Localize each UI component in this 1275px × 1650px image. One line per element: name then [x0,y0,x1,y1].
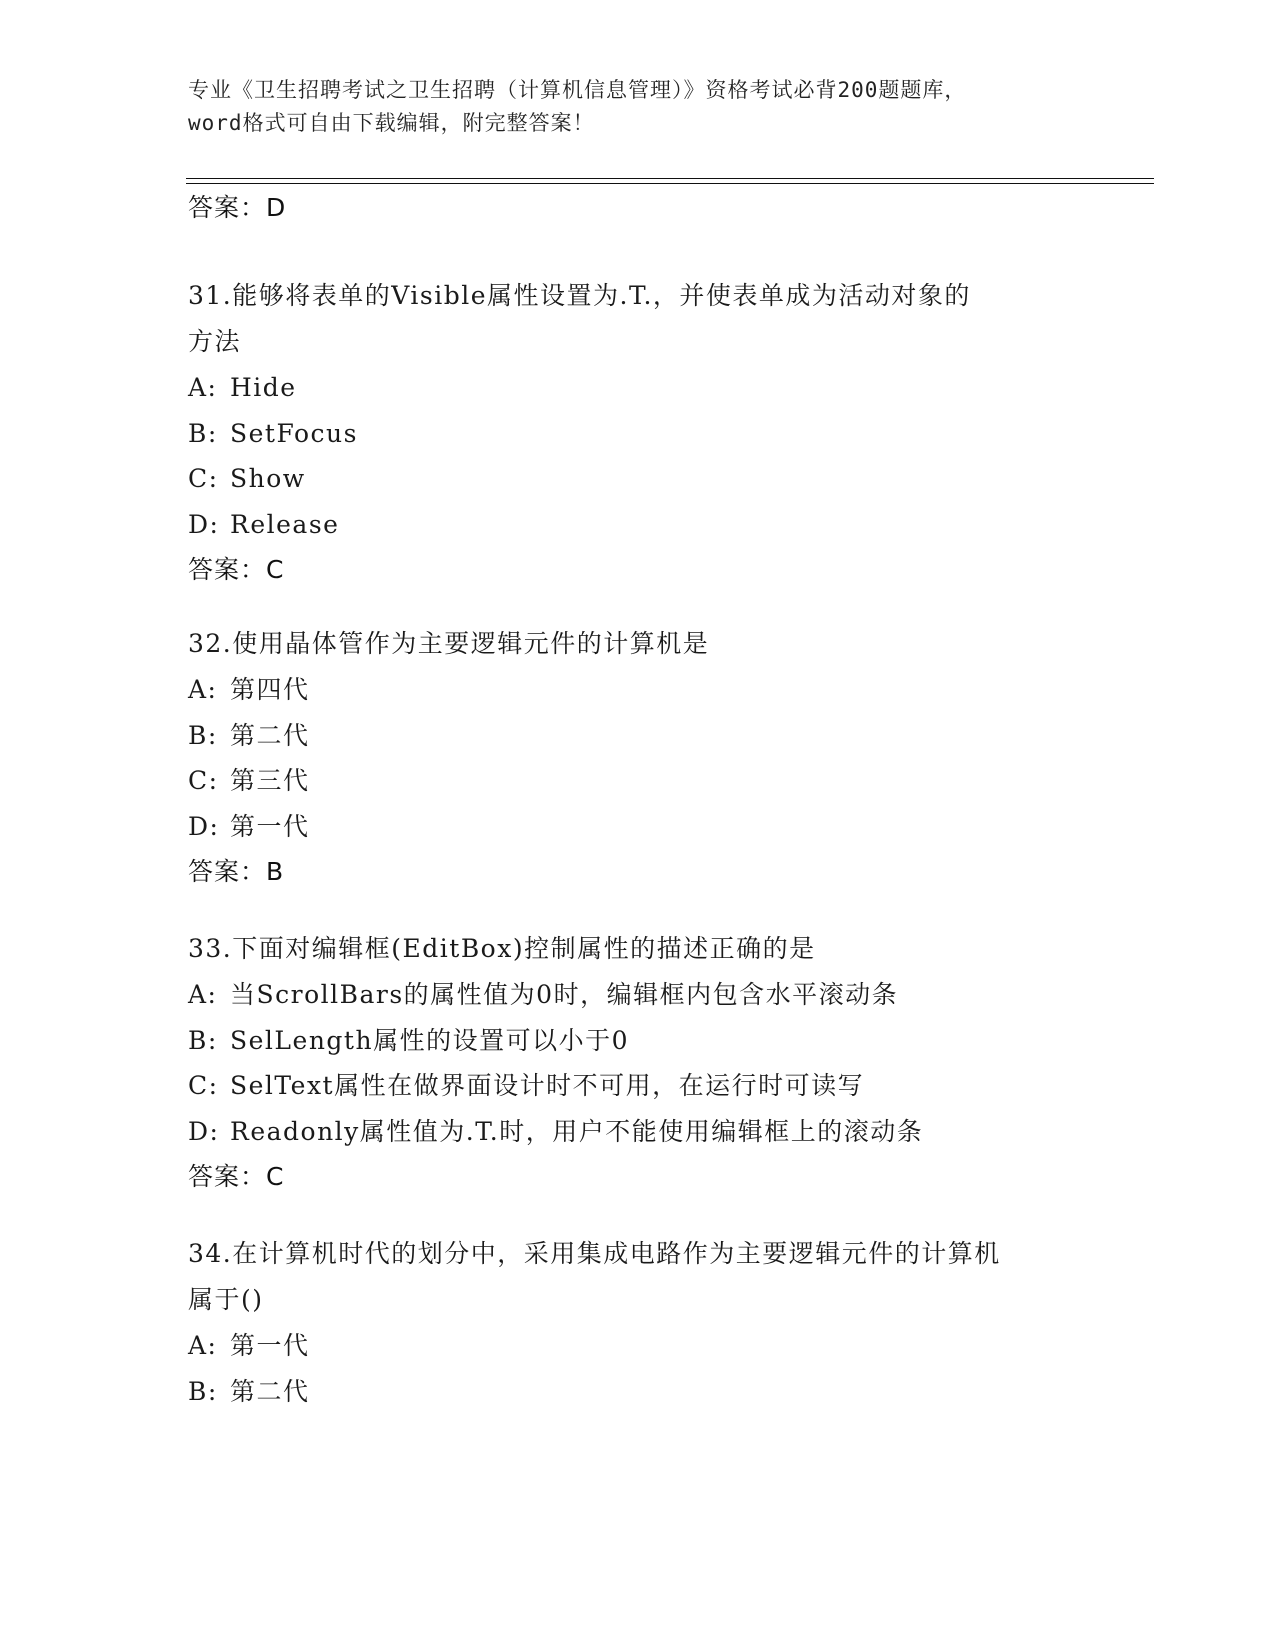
option-text: 第三代 [230,766,310,795]
header-divider-top [186,178,1154,179]
question-stem-line-1: 使用晶体管作为主要逻辑元件的计算机是 [232,629,710,658]
option-text: 第二代 [230,1376,310,1406]
option-letter: D: [188,509,220,539]
answer-value: C [266,555,285,584]
question-text [188,1231,1108,1323]
question-text [188,273,1108,365]
answer-value: D [266,193,287,222]
question-text [188,621,1108,667]
question-number: 33. [188,934,233,963]
question-number: 34. [188,1239,233,1268]
question-32 [188,621,1108,895]
option-text: Show [230,464,306,493]
header-title-line-2: word格式可自由下载编辑，附完整答案！ [188,111,595,135]
answer-value: C [266,1162,285,1191]
option-letter: B: [188,418,218,448]
question-stem-line-2: 属于() [188,1285,264,1314]
answer-label: 答案： [188,857,267,886]
option-c [188,758,1108,804]
option-a [188,365,1108,411]
option-b [188,411,1108,457]
option-letter: B: [188,1025,218,1055]
option-c [188,456,1108,502]
option-d [188,804,1108,850]
option-text: SelLength属性的设置可以小于0 [230,1025,629,1055]
document-header [188,74,1088,140]
option-letter: B: [188,720,218,750]
option-text: 当ScrollBars的属性值为0时，编辑框内包含水平滚动条 [230,980,899,1009]
option-letter: A: [188,675,218,704]
answer-line [188,185,1108,231]
option-letter: B: [188,1376,218,1406]
option-a [188,972,1108,1018]
question-number: 32. [188,629,233,658]
option-text: SelText属性在做界面设计时不可用，在运行时可读写 [230,1071,865,1100]
answer-line [188,849,1108,895]
answer-line [188,1154,1108,1200]
option-letter: A: [188,373,218,402]
question-text [188,926,1108,972]
option-b [188,1018,1108,1064]
option-letter: C: [188,1071,219,1100]
option-d [188,502,1108,548]
question-stem-line-1: 能够将表单的Visible属性设置为.T.，并使表单成为活动对象的 [232,281,971,310]
previous-answer-block [188,185,1108,231]
header-title-line-1: 专业《卫生招聘考试之卫生招聘（计算机信息管理）》资格考试必背200题题库， [188,78,967,102]
option-letter: D: [188,1116,220,1146]
question-33 [188,926,1108,1200]
option-text: SetFocus [230,418,358,448]
option-d [188,1109,1108,1155]
option-text: 第四代 [230,675,310,704]
question-stem-line-1: 在计算机时代的划分中，采用集成电路作为主要逻辑元件的计算机 [232,1239,1001,1268]
option-letter: D: [188,811,220,841]
answer-label: 答案： [188,555,267,584]
option-a [188,667,1108,713]
option-text: Release [230,509,340,539]
option-b [188,713,1108,759]
question-number: 31. [188,281,233,310]
question-34 [188,1231,1108,1414]
option-text: 第二代 [230,720,310,750]
option-letter: C: [188,766,219,795]
option-text: Readonly属性值为.T.时，用户不能使用编辑框上的滚动条 [230,1116,924,1146]
question-stem-line-2: 方法 [188,327,242,356]
option-text: 第一代 [230,1331,310,1360]
option-letter: A: [188,980,218,1009]
option-a [188,1323,1108,1369]
header-divider-bottom [186,183,1154,184]
answer-label: 答案： [188,193,267,222]
answer-label: 答案： [188,1162,267,1191]
option-c [188,1063,1108,1109]
option-b [188,1369,1108,1415]
option-letter: A: [188,1331,218,1360]
option-text: Hide [230,373,297,402]
option-letter: C: [188,464,219,493]
question-31 [188,273,1108,593]
question-stem-line-1: 下面对编辑框(EditBox)控制属性的描述正确的是 [232,934,816,963]
answer-value: B [266,857,285,886]
option-text: 第一代 [230,811,310,841]
answer-line [188,547,1108,593]
